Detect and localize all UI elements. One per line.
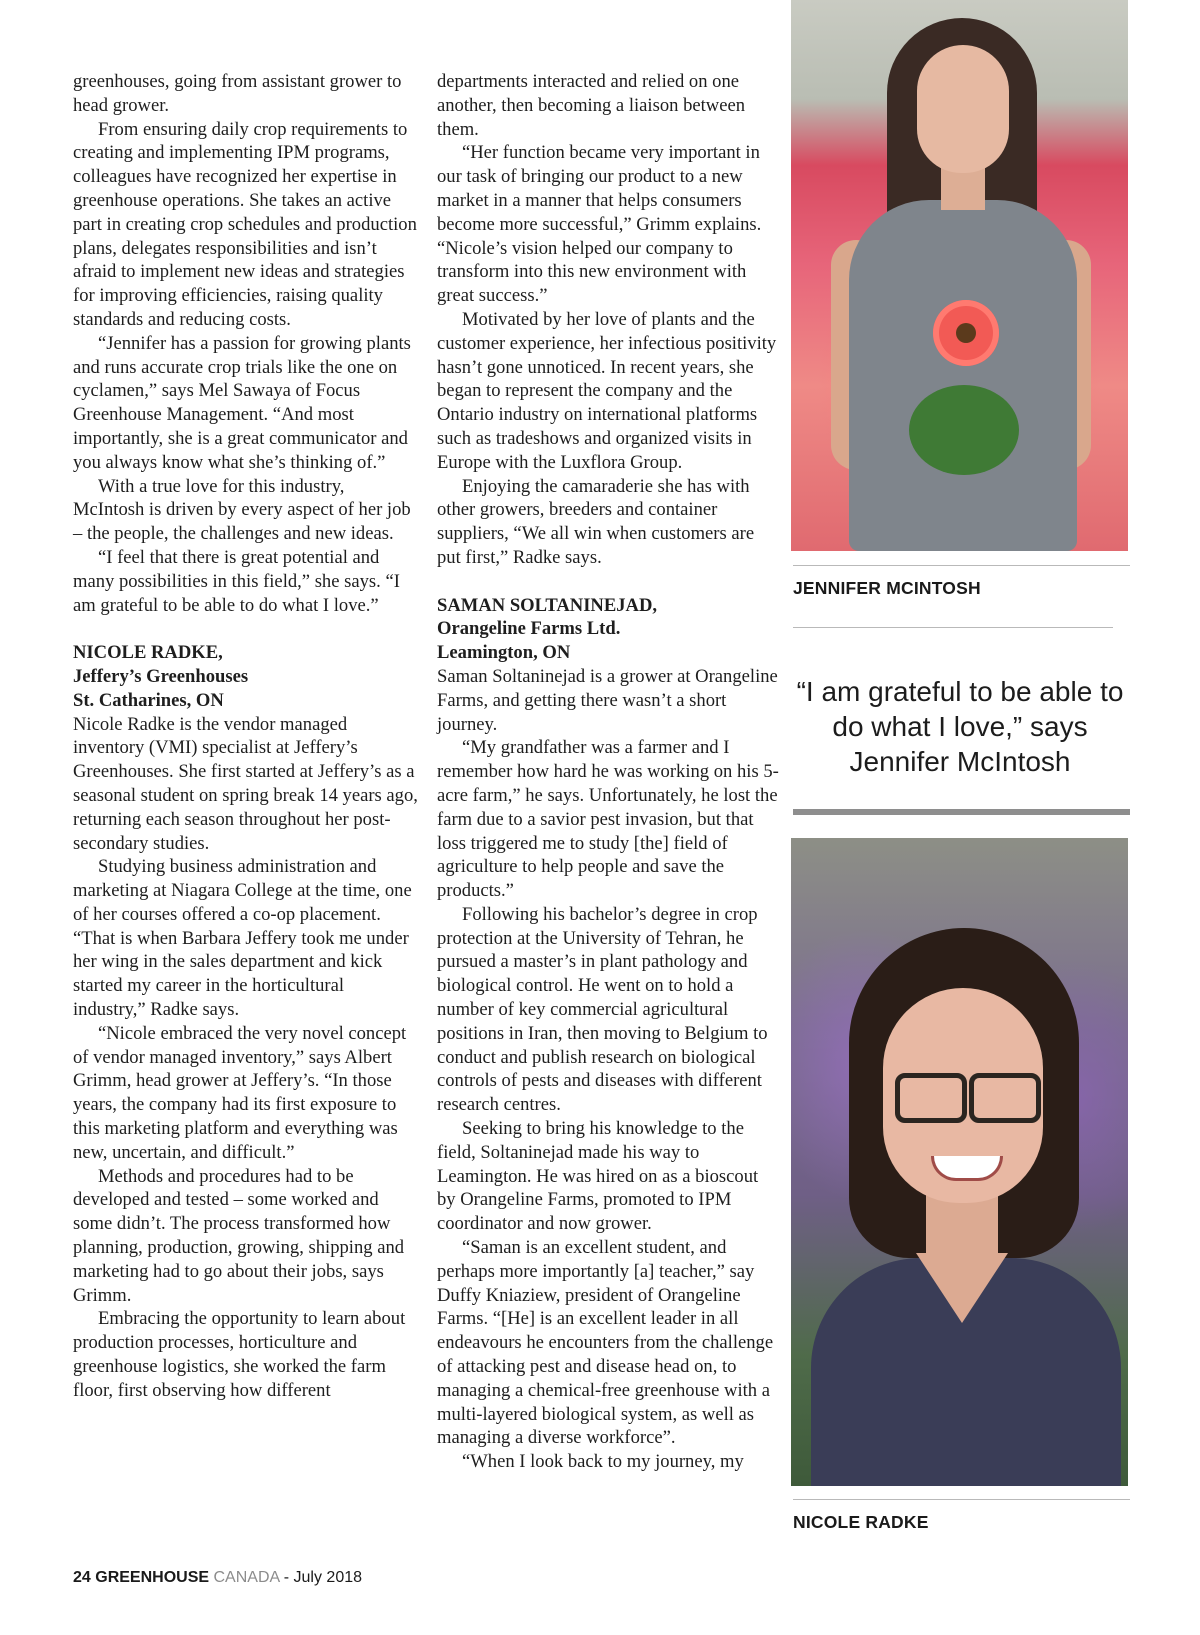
- gerbera-flower-center: [956, 323, 976, 343]
- pull-quote-bottom-rule: [793, 809, 1130, 815]
- article-column-left: [73, 70, 418, 1403]
- profile-heading-name: SAMAN SOLTANINEJAD,: [437, 594, 658, 616]
- page-number: 24: [73, 1569, 91, 1586]
- paragraph: “Jennifer has a passion for growing plants and runs accurate crop trials like the one on cyclamen,” says Mel Sawaya of Focus Greenhouse Management. “And most importantly, she is a great communicator and you always know what she’s thinking of.”: [73, 332, 411, 473]
- paragraph: “When I look back to my journey, my: [462, 1451, 744, 1473]
- profile-heading-location: St. Catharines, ON: [73, 689, 224, 711]
- page-footer: [73, 1569, 362, 1587]
- paragraph: Following his bachelor’s degree in crop protection at the University of Tehran, he pursued a master’s in plant pathology and biological control. He went on to hold a number of key commercial agricultural positions in Iran, then moving to Belgium to conduct and publish research on biological controls of pests and diseases with different research centres.: [437, 903, 768, 1116]
- paragraph: Seeking to bring his knowledge to the field, Soltaninejad made his way to Leamington. He was hired on as a bioscout by Orangeline Farms, promoted to IPM coordinator and now grower.: [437, 1118, 759, 1235]
- magazine-name-secondary: CANADA: [213, 1569, 280, 1586]
- paragraph: “My grandfather was a farmer and I remember how hard he was working on his 5-acre farm,” he says. Unfortunately, he lost the farm due to a savior pest invasion, but that loss triggered me to study [the] field of agriculture to help people and save the products.”: [437, 737, 779, 902]
- paragraph: Methods and procedures had to be developed and tested – some worked and some didn’t. The process transformed how planning, production, growing, shipping and marketing had to go about their jobs, says Grimm.: [73, 1165, 405, 1306]
- paragraph: With a true love for this industry, McIntosh is driven by every aspect of her job – the people, the challenges and new ideas.: [73, 475, 411, 545]
- paragraph: “Her function became very important in our task of bringing our product to a new market in a manner that helps consumers become more successful,” Grimm explains. “Nicole’s vision helped our company to transform into this new environment with great success.”: [437, 142, 762, 307]
- paragraph: departments interacted and relied on one another, then becoming a liaison between them.: [437, 71, 746, 140]
- profile-heading-name: NICOLE RADKE,: [73, 642, 223, 664]
- paragraph: Saman Soltaninejad is a grower at Orangeline Farms, and getting there wasn’t a short journey.: [437, 665, 778, 735]
- paragraph: Studying business administration and marketing at Niagara College at the time, one of her courses offered a co-op placement. “That is when Barbara Jeffery took me under her wing in the sales department and kick started my career in the horticultural industry,” Radke says.: [73, 856, 412, 1021]
- article-column-middle: [437, 70, 779, 1474]
- photo-nicole-radke: [791, 838, 1128, 1486]
- magazine-name: GREENHOUSE: [95, 1569, 210, 1586]
- portrait-shirt: [849, 200, 1077, 551]
- paragraph: “I feel that there is great potential and many possibilities in this field,” she says. “I am grateful to be able to do what I love.”: [73, 546, 400, 616]
- section-gap: [437, 570, 779, 594]
- glasses-lens: [969, 1073, 1041, 1123]
- paragraph: From ensuring daily crop requirements to creating and implementing IPM programs, colleagues have recognized her expertise in greenhouse operations. She takes an active part in creating crop schedules and production plans, delegates responsibilities and isn’t afraid to implement new ideas and strategies for improving efficiencies, raising quality standards and reducing costs.: [73, 118, 417, 330]
- paragraph: Enjoying the camaraderie she has with other growers, breeders and container suppliers, “We all win when customers are put first,” Radke says.: [437, 475, 755, 568]
- profile-heading-company: Orangeline Farms Ltd.: [437, 618, 621, 640]
- profile-heading-company: Jeffery’s Greenhouses: [73, 665, 249, 687]
- caption-divider: [793, 1499, 1130, 1500]
- gerbera-plant: [909, 385, 1019, 475]
- pull-quote-top-rule: [793, 627, 1113, 628]
- paragraph: “Saman is an excellent student, and perhaps more importantly [a] teacher,” say Duffy Kniaziew, president of Orangeline Farms. “[He] is an excellent leader in all endeavours he encounters from the challenge of attacking pest and disease head on, to managing a chemical-free greenhouse with a multi-layered biological system, as well as managing a diverse workforce”.: [437, 1237, 774, 1449]
- section-gap: [73, 617, 418, 641]
- paragraph: greenhouses, going from assistant grower to head grower.: [73, 71, 402, 116]
- photo-caption: NICOLE RADKE: [793, 1512, 929, 1532]
- paragraph: Nicole Radke is the vendor managed inventory (VMI) specialist at Jeffery’s Greenhouses. She first started at Jeffery’s as a seasonal student on spring break 14 years ago, returning each season throughout her post-secondary studies.: [73, 713, 418, 854]
- photo-caption: JENNIFER MCINTOSH: [793, 578, 981, 598]
- pull-quote: “I am grateful to be able to do what I love,” says Jennifer McIntosh: [796, 676, 1124, 777]
- paragraph: Embracing the opportunity to learn about production processes, horticulture and greenhouse logistics, she worked the farm floor, first observing how different: [73, 1308, 406, 1401]
- glasses-lens: [895, 1073, 967, 1123]
- paragraph: Motivated by her love of plants and the customer experience, her infectious positivity hasn’t gone unnoticed. In recent years, she began to represent the company and the Ontario industry on international platforms such as tradeshows and organized visits in Europe with the Luxflora Group.: [437, 308, 777, 473]
- portrait-neckline: [916, 1253, 1008, 1323]
- profile-heading-location: Leamington, ON: [437, 642, 571, 664]
- photo-jennifer-mcintosh: [791, 0, 1128, 551]
- caption-divider: [793, 565, 1130, 566]
- paragraph: “Nicole embraced the very novel concept of vendor managed inventory,” says Albert Grimm, head grower at Jeffery’s. “In those years, the company had its first exposure to this marketing platform and everything was new, uncertain, and difficult.”: [73, 1022, 407, 1163]
- portrait-face: [917, 45, 1009, 173]
- issue-date: - July 2018: [283, 1569, 363, 1586]
